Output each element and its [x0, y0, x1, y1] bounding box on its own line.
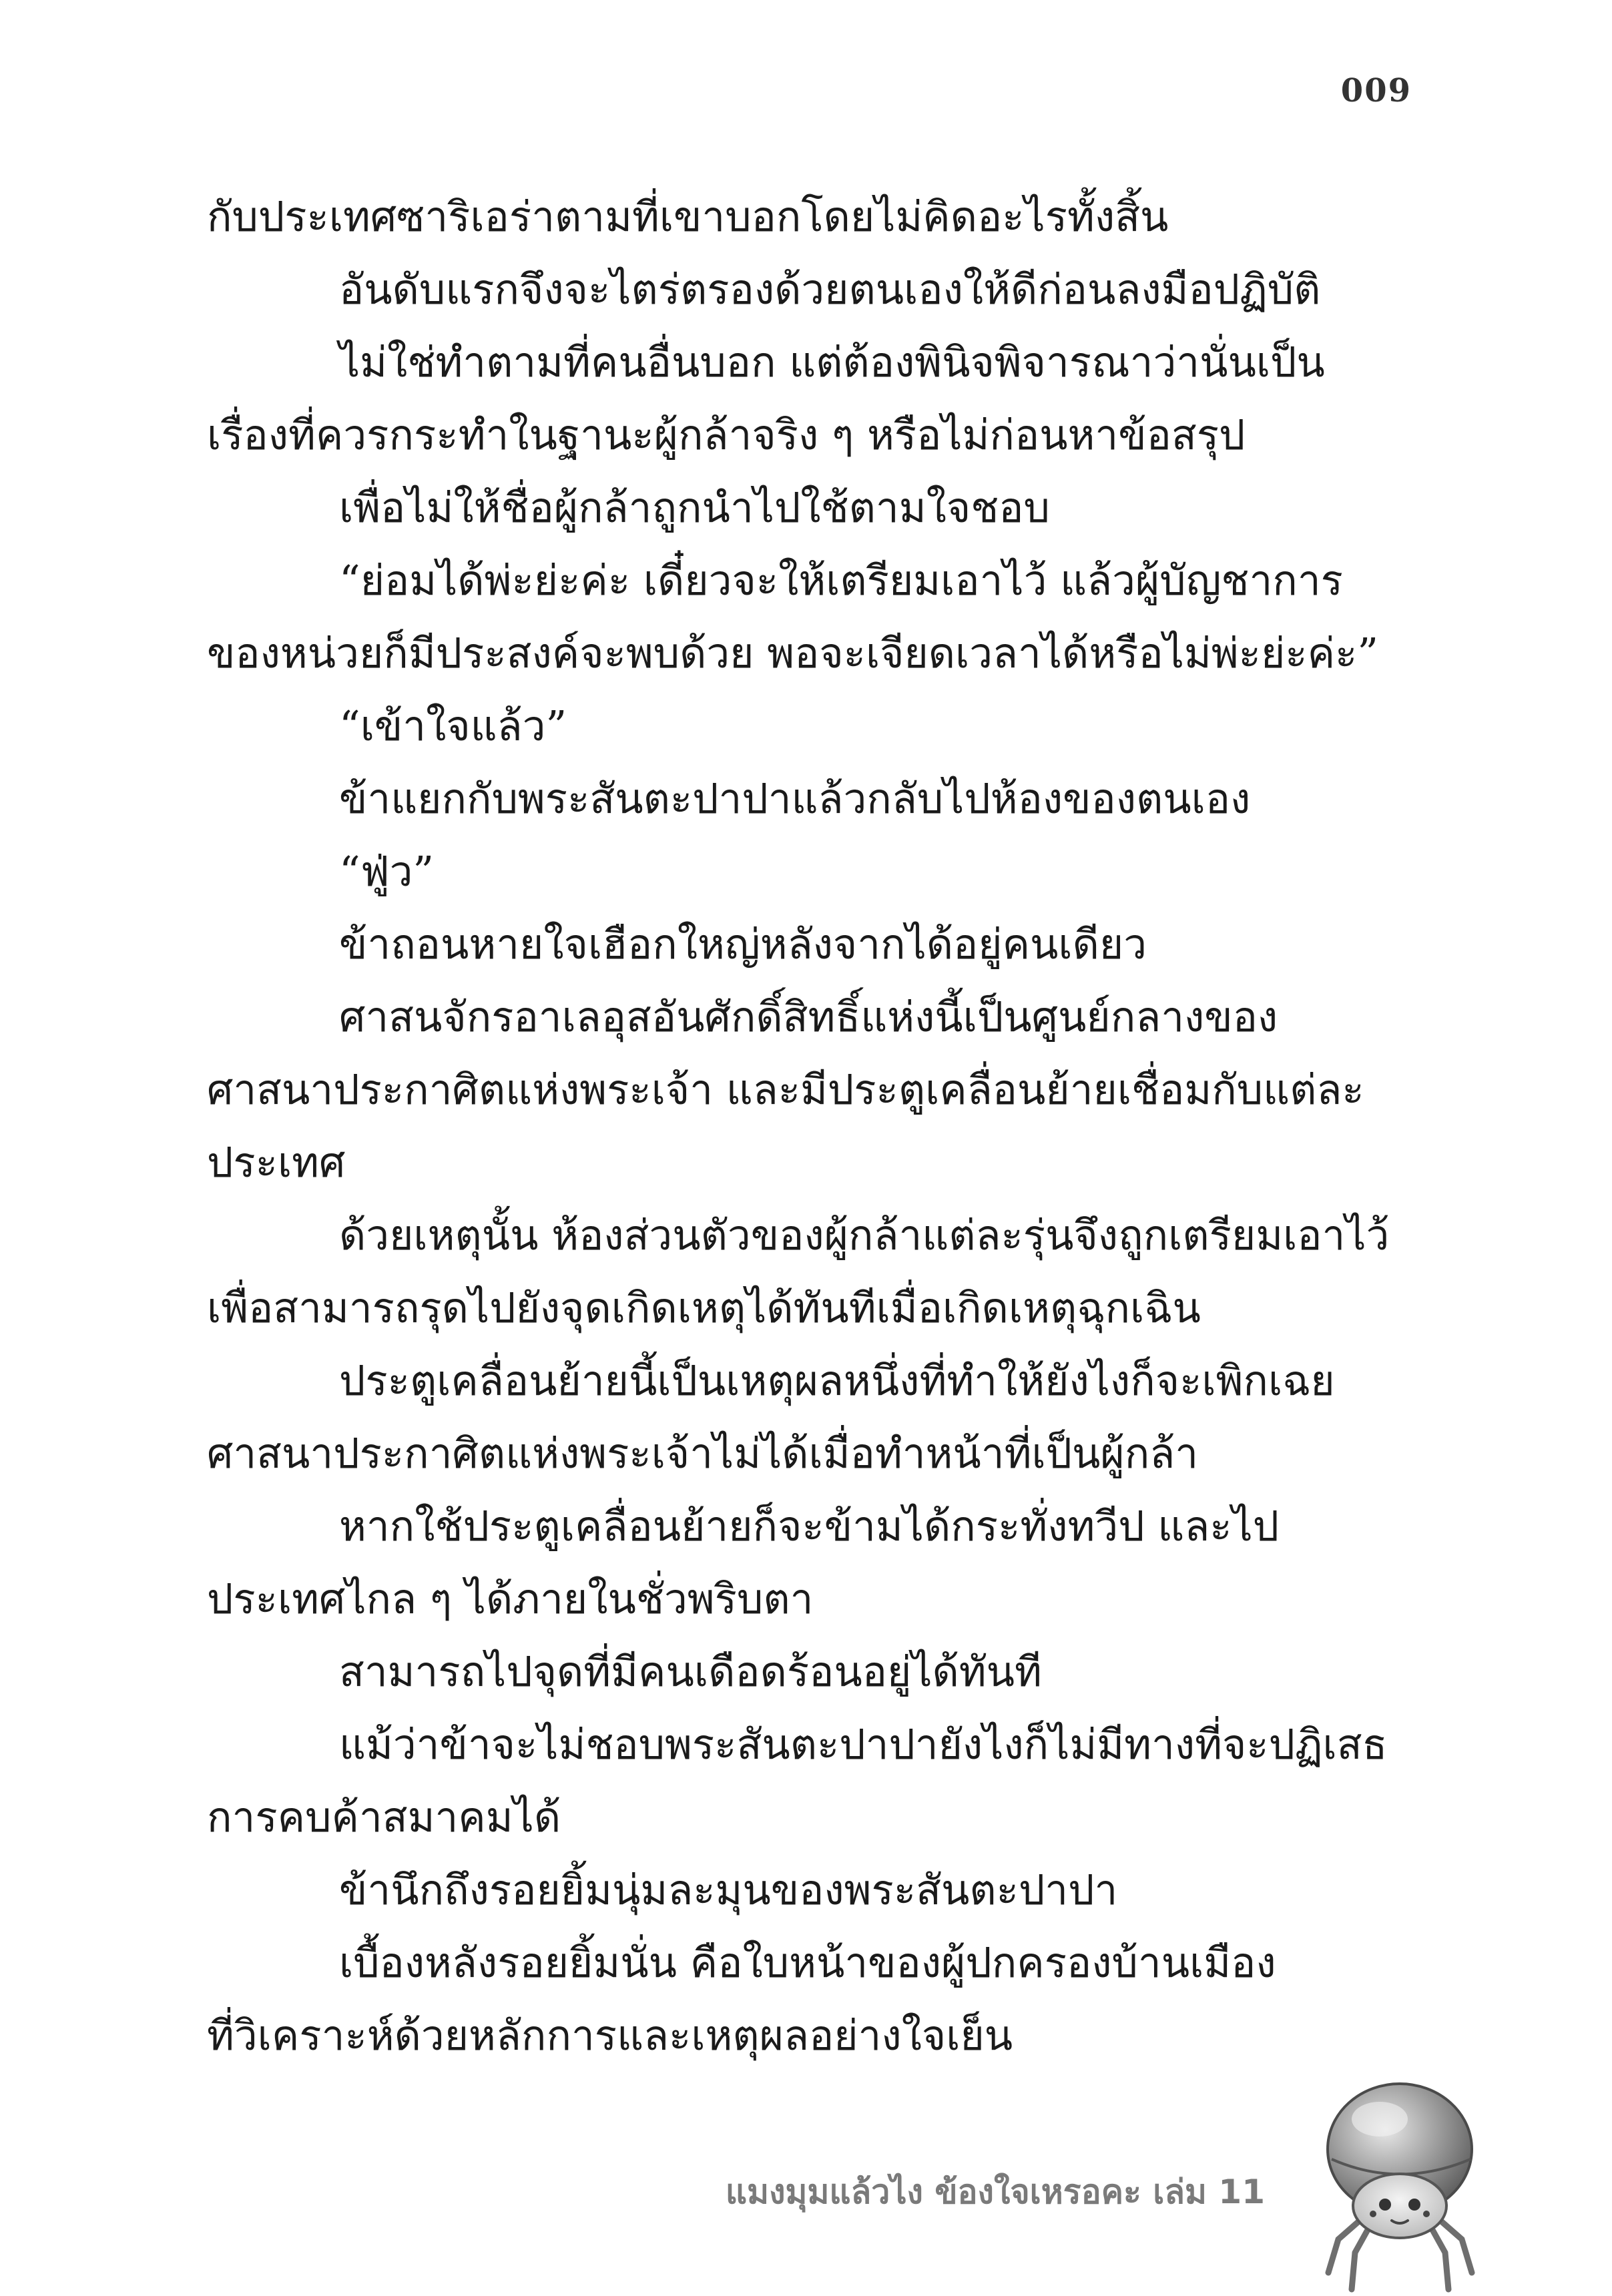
text-line: “ย่อมได้พ่ะย่ะค่ะ เดี๋ยวจะให้เตรียมเอาไว้ แล้วผู้บัญชาการ: [339, 556, 1343, 605]
text-line: เพื่อไม่ให้ชื่อผู้กล้าถูกนำไปใช้ตามใจชอบ: [339, 483, 1050, 532]
text-line: ศาสนจักรอาเลอุสอันศักดิ์สิทธิ์แห่งนี้เป็นศูนย์กลางของ: [339, 992, 1278, 1041]
text-line: “ฟู่ว”: [339, 847, 435, 896]
text-line: ข้าแยกกับพระสันตะปาปาแล้วกลับไปห้องของตนเอง: [339, 774, 1251, 823]
text-line: ไม่ใช่ทำตามที่คนอื่นบอก แต่ต้องพินิจพิจารณาว่านั่นเป็น: [339, 338, 1325, 386]
footer-book-title: แมงมุมแล้วไง ข้องใจเหรอคะ เล่ม 11: [725, 2173, 1265, 2211]
text-line: ประเทศไกล ๆ ได้ภายในชั่วพริบตา: [207, 1574, 814, 1623]
text-line: ศาสนาประกาศิตแห่งพระเจ้าไม่ได้เมื่อทำหน้าที่เป็นผู้กล้า: [207, 1429, 1199, 1478]
text-line: ของหน่วยก็มีประสงค์จะพบด้วย พอจะเจียดเวลาได้หรือไม่พ่ะย่ะค่ะ”: [207, 629, 1379, 677]
text-line: ที่วิเคราะห์ด้วยหลักการและเหตุผลอย่างใจเย็น: [207, 2011, 1013, 2060]
text-line: สามารถไปจุดที่มีคนเดือดร้อนอยู่ได้ทันที: [339, 1647, 1042, 1696]
text-line: แม้ว่าข้าจะไม่ชอบพระสันตะปาปายังไงก็ไม่มีทางที่จะปฏิเสธ: [339, 1720, 1388, 1769]
text-line: “เข้าใจแล้ว”: [339, 701, 567, 750]
text-line: อันดับแรกจึงจะไตร่ตรองด้วยตนเองให้ดีก่อนลงมือปฏิบัติ: [339, 265, 1321, 314]
text-line: เรื่องที่ควรกระทำในฐานะผู้กล้าจริง ๆ หรือไม่ก่อนหาข้อสรุป: [207, 410, 1246, 459]
text-line: ศาสนาประกาศิตแห่งพระเจ้า และมีประตูเคลื่อนย้ายเชื่อมกับแต่ละ: [207, 1065, 1364, 1114]
text-line: ประตูเคลื่อนย้ายนี้เป็นเหตุผลหนึ่งที่ทำให้ยังไงก็จะเพิกเฉย: [339, 1356, 1335, 1405]
text-line: ด้วยเหตุนั้น ห้องส่วนตัวของผู้กล้าแต่ละรุ่นจึงถูกเตรียมเอาไว้: [339, 1211, 1390, 1259]
text-line: กับประเทศซาริเอร่าตามที่เขาบอกโดยไม่คิดอะไรทั้งสิ้น: [207, 192, 1169, 241]
text-line: เพื่อสามารถรุดไปยังจุดเกิดเหตุได้ทันทีเมื่อเกิดเหตุฉุกเฉิน: [207, 1283, 1201, 1332]
text-line: ข้านึกถึงรอยยิ้มนุ่มละมุนของพระสันตะปาปา: [339, 1866, 1118, 1914]
text-line: เบื้องหลังรอยยิ้มนั่น คือใบหน้าของผู้ปกครองบ้านเมือง: [339, 1938, 1276, 1987]
text-line: ประเทศ: [207, 1138, 346, 1187]
body-text: [207, 180, 1415, 2072]
text-line: การคบค้าสมาคมได้: [207, 1793, 561, 1841]
text-line: หากใช้ประตูเคลื่อนย้ายก็จะข้ามได้กระทั่งทวีป และไป: [339, 1502, 1280, 1550]
page-number: 009: [1340, 72, 1412, 109]
spider-mascot-icon: [1318, 2072, 1479, 2293]
text-line: ข้าถอนหายใจเฮือกใหญ่หลังจากได้อยู่คนเดียว: [339, 920, 1147, 968]
